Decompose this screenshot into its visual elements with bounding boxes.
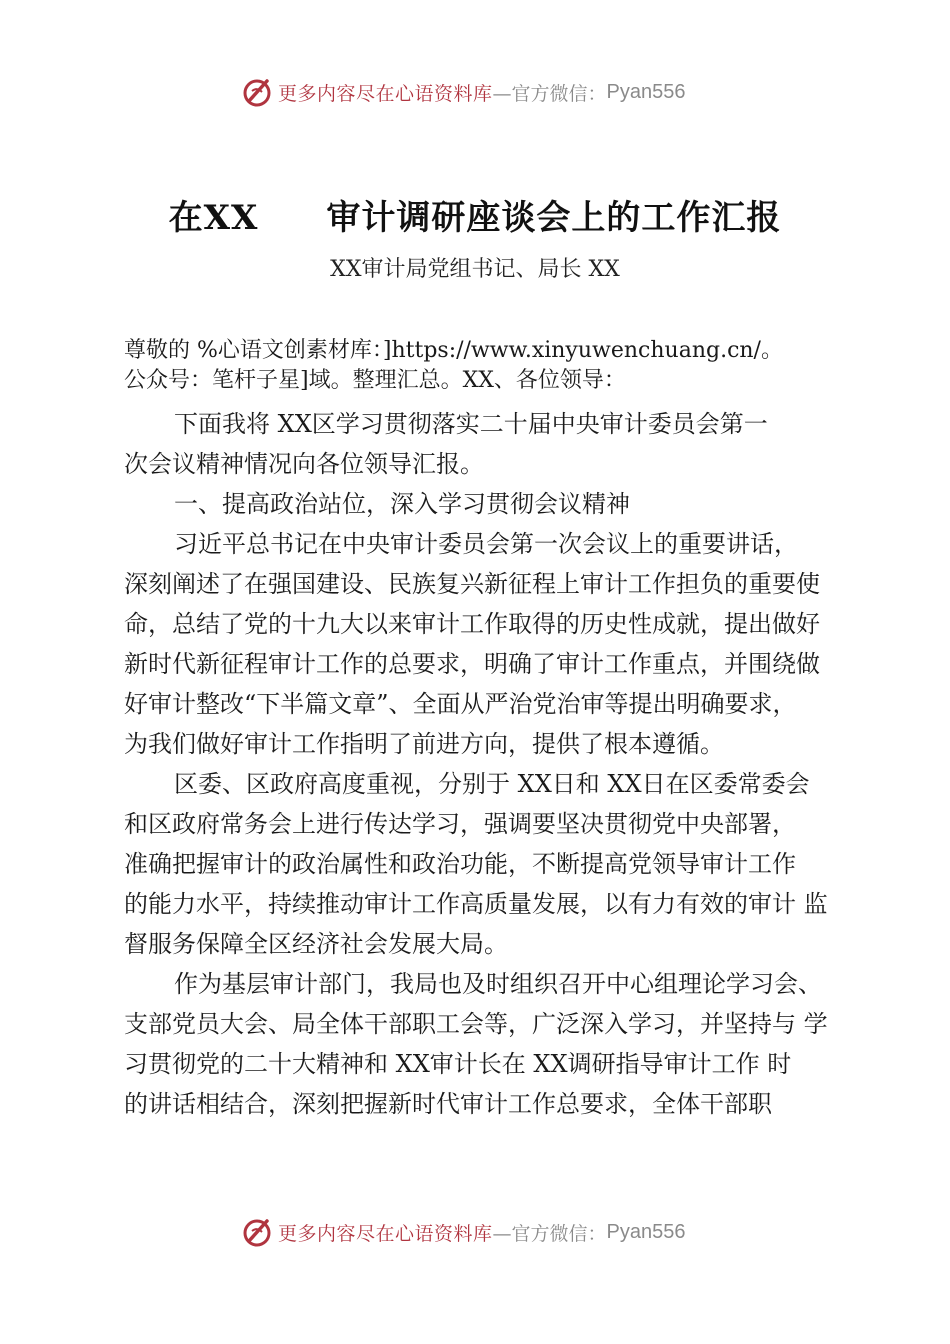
- document-body: [124, 336, 854, 1124]
- body-line: 和区政府常务会上进行传达学习，强调要坚决贯彻党中央部署，: [124, 810, 796, 838]
- title-prefix: 在XX: [168, 198, 259, 238]
- greeting-line: 尊敬的 %心语文创素材库：]https://www.xinyuwenchuang.cn/。: [124, 338, 783, 363]
- banner-wechat-id: Pyan556: [606, 1220, 686, 1243]
- document-subtitle: XX审计局党组书记、局长 XX: [330, 257, 620, 282]
- banner-wechat-id: Pyan556: [606, 80, 686, 103]
- body-line: 支部党员大会、局全体干部职工会等，广泛深入学习，并坚持与 学: [124, 1010, 828, 1038]
- body-line: 下面我将 XX区学习贯彻落实二十届中央审计委员会第一: [174, 410, 768, 438]
- body-lines: [124, 404, 854, 1124]
- banner-text-gray: —官方微信：: [492, 1222, 607, 1245]
- footer-banner: [240, 1212, 760, 1252]
- body-line: 区委、区政府高度重视，分别于 XX日和 XX日在区委常委会: [174, 770, 810, 798]
- document-title: [0, 190, 950, 239]
- body-line: 深刻阐述了在强国建设、民族复兴新征程上审计工作担负的重要使: [124, 570, 820, 598]
- body-line: 命，总结了党的十九大以来审计工作取得的历史性成就，提出做好: [124, 610, 820, 638]
- body-line: 好审计整改“下半篇文章”、全面从严治党治审等提出明确要求，: [124, 690, 797, 718]
- body-line: 习近平总书记在中央审计委员会第一次会议上的重要讲话，: [174, 530, 798, 558]
- greeting: [124, 336, 854, 396]
- banner-text-gray: —官方微信：: [492, 82, 607, 105]
- banner-text-red: 更多内容尽在心语资料库: [278, 1222, 493, 1245]
- banner-text-red: 更多内容尽在心语资料库: [278, 82, 493, 105]
- body-line: 作为基层审计部门，我局也及时组织召开中心组理论学习会、: [174, 970, 822, 998]
- header-banner: [240, 72, 760, 112]
- body-line: 新时代新征程审计工作的总要求，明确了审计工作重点，并围绕做: [124, 650, 820, 678]
- red-brush-seal-logo-icon: [240, 75, 274, 109]
- body-line: 习贯彻党的二十大精神和 XX审计长在 XX调研指导审计工作 时: [124, 1050, 792, 1078]
- title-main: 审计调研座谈会上的工作汇报: [326, 198, 782, 238]
- red-brush-seal-logo-icon: [240, 1215, 274, 1249]
- body-line: 为我们做好审计工作指明了前进方向，提供了根本遵循。: [124, 730, 724, 758]
- body-line: 督服务保障全区经济社会发展大局。: [124, 930, 508, 958]
- body-line: 的能力水平，持续推动审计工作高质量发展，以有力有效的审计 监: [124, 890, 828, 918]
- body-line: 次会议精神情况向各位领导汇报。: [124, 450, 484, 478]
- body-line: 一、提高政治站位，深入学习贯彻会议精神: [174, 490, 630, 518]
- body-line: 准确把握审计的政治属性和政治功能，不断提高党领导审计工作: [124, 850, 796, 878]
- greeting-line: 公众号：笔杆子星]域。整理汇总。XX、各位领导：: [124, 368, 626, 393]
- body-line: 的讲话相结合，深刻把握新时代审计工作总要求，全体干部职: [124, 1090, 772, 1118]
